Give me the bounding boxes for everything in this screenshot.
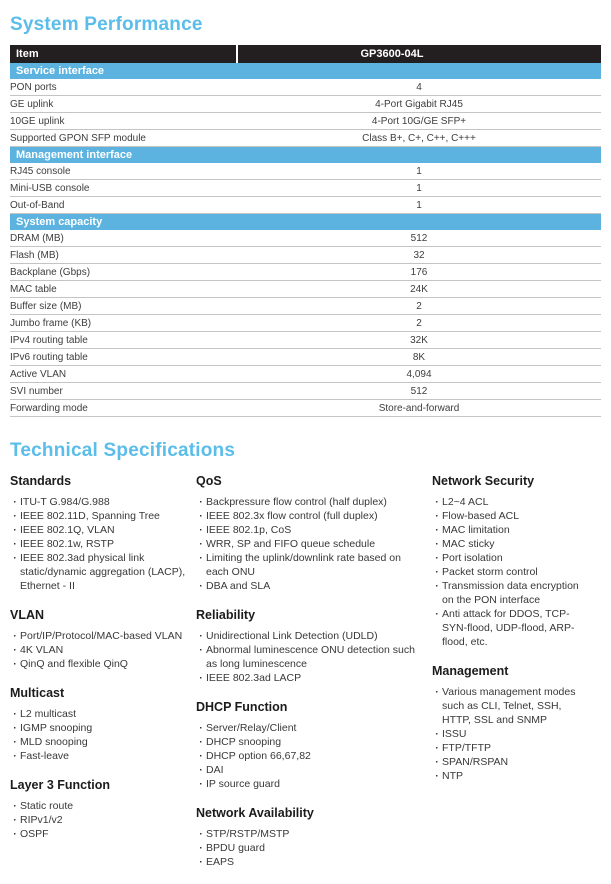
- spec-item-text: IEEE 802.1Q, VLAN: [20, 524, 115, 536]
- bullet-icon: ·: [199, 580, 203, 592]
- bullet-icon: ·: [435, 496, 439, 508]
- spec-item-text: SPAN/RSPAN: [442, 756, 509, 768]
- value-cell: 512: [237, 383, 601, 400]
- spec-item: [196, 523, 432, 537]
- value-cell: 24K: [237, 281, 601, 298]
- spec-item-text: IEEE 802.3x flow control (full duplex): [206, 510, 378, 522]
- spec-item-text: ITU-T G.984/G.988: [20, 496, 110, 508]
- spec-item-text: 4K VLAN: [20, 644, 64, 656]
- spec-list: [196, 629, 432, 685]
- column-header-item: Item: [10, 45, 237, 63]
- bullet-icon: ·: [199, 552, 203, 564]
- item-cell: Backplane (Gbps): [10, 264, 237, 281]
- spec-item-text: MAC limitation: [442, 524, 510, 536]
- item-cell: Supported GPON SFP module: [10, 130, 237, 147]
- spec-item: [432, 537, 601, 551]
- spec-item: [10, 629, 196, 643]
- spec-item: [432, 755, 601, 769]
- item-cell: Jumbo frame (KB): [10, 315, 237, 332]
- table-row: [10, 163, 601, 180]
- table-row: [10, 96, 601, 113]
- spec-item: [10, 657, 196, 671]
- bullet-icon: ·: [199, 842, 203, 854]
- table-row: [10, 230, 601, 247]
- spec-item: [196, 763, 432, 777]
- spec-block: [432, 664, 601, 783]
- value-cell: 8K: [237, 349, 601, 366]
- bullet-icon: ·: [13, 552, 17, 564]
- page-title-system-performance: System Performance: [10, 14, 203, 35]
- spec-table-body: [10, 63, 601, 417]
- spec-block: [432, 474, 601, 649]
- spec-list: [196, 495, 432, 593]
- table-row: [10, 400, 601, 417]
- spec-item: [10, 721, 196, 735]
- spec-item-text: Server/Relay/Client: [206, 722, 297, 734]
- item-cell: Buffer size (MB): [10, 298, 237, 315]
- bullet-icon: ·: [435, 510, 439, 522]
- item-cell: 10GE uplink: [10, 113, 237, 130]
- spec-item-text: MAC sticky: [442, 538, 495, 550]
- spec-item: [10, 799, 196, 813]
- value-cell: 1: [237, 180, 601, 197]
- item-cell: Out-of-Band: [10, 197, 237, 214]
- value-cell: 32K: [237, 332, 601, 349]
- bullet-icon: ·: [13, 496, 17, 508]
- bullet-icon: ·: [13, 814, 17, 826]
- bullet-icon: ·: [435, 552, 439, 564]
- bullet-icon: ·: [199, 538, 203, 550]
- spec-item-text: Port/IP/Protocol/MAC-based VLAN: [20, 630, 183, 642]
- spec-block: [10, 778, 196, 841]
- item-cell: GE uplink: [10, 96, 237, 113]
- spec-item-text: Transmission data encryption on the PON interface: [442, 580, 579, 606]
- spec-block: [10, 686, 196, 763]
- spec-item: [10, 537, 196, 551]
- spec-item-text: Port isolation: [442, 552, 503, 564]
- spec-item: [432, 565, 601, 579]
- bullet-icon: ·: [13, 708, 17, 720]
- bullet-icon: ·: [13, 630, 17, 642]
- spec-heading: Layer 3 Function: [10, 778, 111, 792]
- item-cell: MAC table: [10, 281, 237, 298]
- spec-block: [196, 700, 432, 791]
- spec-heading: Multicast: [10, 686, 65, 700]
- spec-item-text: MLD snooping: [20, 736, 88, 748]
- table-row: [10, 315, 601, 332]
- spec-item-text: Abnormal luminescence ONU detection such as long luminescence: [206, 644, 415, 670]
- value-cell: 176: [237, 264, 601, 281]
- spec-item-text: RIPv1/v2: [20, 814, 63, 826]
- spec-item-text: L2 multicast: [20, 708, 77, 720]
- value-cell: 512: [237, 230, 601, 247]
- value-cell: 1: [237, 197, 601, 214]
- bullet-icon: ·: [13, 538, 17, 550]
- spec-item-text: QinQ and flexible QinQ: [20, 658, 128, 670]
- value-cell: Class B+, C+, C++, C+++: [237, 130, 601, 147]
- spec-list: [196, 827, 432, 869]
- bullet-icon: ·: [13, 800, 17, 812]
- spec-list: [432, 495, 601, 649]
- column-header-model: GP3600-04L: [237, 45, 601, 63]
- spec-item-text: WRR, SP and FIFO queue schedule: [206, 538, 376, 550]
- item-cell: Active VLAN: [10, 366, 237, 383]
- spec-heading: QoS: [196, 474, 222, 488]
- spec-item-text: Fast-leave: [20, 750, 70, 762]
- item-cell: Flash (MB): [10, 247, 237, 264]
- item-cell: RJ45 console: [10, 163, 237, 180]
- spec-item: [10, 749, 196, 763]
- spec-item: [432, 685, 601, 727]
- spec-item-text: Static route: [20, 800, 74, 812]
- spec-item-text: BPDU guard: [206, 842, 265, 854]
- spec-item: [196, 841, 432, 855]
- spec-item: [432, 509, 601, 523]
- bullet-icon: ·: [435, 524, 439, 536]
- spec-heading: Reliability: [196, 608, 256, 622]
- bullet-icon: ·: [435, 580, 439, 592]
- spec-columns: [10, 474, 601, 884]
- bullet-icon: ·: [435, 756, 439, 768]
- spec-item-text: FTP/TFTP: [442, 742, 491, 754]
- spec-item: [432, 523, 601, 537]
- spec-item-text: DHCP option 66,67,82: [206, 750, 311, 762]
- bullet-icon: ·: [199, 630, 203, 642]
- spec-column: [196, 474, 432, 884]
- spec-block: [196, 806, 432, 869]
- item-cell: Mini-USB console: [10, 180, 237, 197]
- section-label: Management interface: [10, 147, 601, 164]
- spec-item: [10, 707, 196, 721]
- spec-item: [432, 769, 601, 783]
- spec-item: [10, 643, 196, 657]
- spec-item-text: Anti attack for DDOS, TCP-SYN-flood, UDP-flood, ARP-flood, etc.: [442, 608, 575, 648]
- spec-item-text: DHCP snooping: [206, 736, 282, 748]
- spec-item: [432, 579, 601, 607]
- spec-item-text: IEEE 802.3ad physical link static/dynamic aggregation (LACP), Ethernet - II: [20, 552, 186, 592]
- spec-item: [196, 827, 432, 841]
- spec-list: [10, 799, 196, 841]
- spec-item: [196, 629, 432, 643]
- spec-item: [196, 777, 432, 791]
- item-cell: IPv4 routing table: [10, 332, 237, 349]
- bullet-icon: ·: [13, 828, 17, 840]
- value-cell: 4,094: [237, 366, 601, 383]
- bullet-icon: ·: [199, 644, 203, 656]
- spec-item-text: OSPF: [20, 828, 49, 840]
- table-row: [10, 383, 601, 400]
- spec-item-text: EAPS: [206, 856, 235, 868]
- page-title-technical-specifications: Technical Specifications: [10, 440, 236, 461]
- bullet-icon: ·: [13, 736, 17, 748]
- spec-item-text: STP/RSTP/MSTP: [206, 828, 290, 840]
- spec-item-text: IEEE 802.3ad LACP: [206, 672, 302, 684]
- spec-item: [10, 827, 196, 841]
- item-cell: IPv6 routing table: [10, 349, 237, 366]
- bullet-icon: ·: [435, 566, 439, 578]
- spec-item: [432, 495, 601, 509]
- bullet-icon: ·: [199, 856, 203, 868]
- spec-item: [432, 607, 601, 649]
- bullet-icon: ·: [435, 770, 439, 782]
- spec-item-text: DAI: [206, 764, 224, 776]
- spec-item-text: NTP: [442, 770, 463, 782]
- spec-item-text: DBA and SLA: [206, 580, 271, 592]
- spec-item: [196, 735, 432, 749]
- spec-item: [196, 495, 432, 509]
- bullet-icon: ·: [199, 828, 203, 840]
- bullet-icon: ·: [13, 722, 17, 734]
- spec-column: [10, 474, 196, 884]
- bullet-icon: ·: [199, 736, 203, 748]
- spec-item: [10, 735, 196, 749]
- spec-item: [10, 495, 196, 509]
- spec-block: [196, 608, 432, 685]
- spec-item-text: Flow-based ACL: [442, 510, 520, 522]
- value-cell: Store-and-forward: [237, 400, 601, 417]
- table-row: [10, 130, 601, 147]
- spec-item: [10, 813, 196, 827]
- spec-item: [196, 551, 432, 579]
- table-row: [10, 197, 601, 214]
- table-row: [10, 79, 601, 96]
- bullet-icon: ·: [199, 778, 203, 790]
- spec-item: [432, 727, 601, 741]
- value-cell: 4-Port 10G/GE SFP+: [237, 113, 601, 130]
- bullet-icon: ·: [435, 686, 439, 698]
- spec-heading: VLAN: [10, 608, 45, 622]
- spec-item: [432, 741, 601, 755]
- spec-item-text: IEEE 802.11D, Spanning Tree: [20, 510, 160, 522]
- bullet-icon: ·: [199, 722, 203, 734]
- spec-item: [10, 509, 196, 523]
- value-cell: 4: [237, 79, 601, 96]
- value-cell: 2: [237, 315, 601, 332]
- spec-item-text: IEEE 802.1p, CoS: [206, 524, 292, 536]
- item-cell: SVI number: [10, 383, 237, 400]
- spec-item: [432, 551, 601, 565]
- bullet-icon: ·: [199, 750, 203, 762]
- bullet-icon: ·: [199, 510, 203, 522]
- value-cell: 1: [237, 163, 601, 180]
- table-section-row: [10, 63, 601, 79]
- spec-item-text: IP source guard: [206, 778, 280, 790]
- item-cell: DRAM (MB): [10, 230, 237, 247]
- table-row: [10, 247, 601, 264]
- spec-item: [196, 855, 432, 869]
- bullet-icon: ·: [435, 538, 439, 550]
- bullet-icon: ·: [199, 672, 203, 684]
- table-row: [10, 298, 601, 315]
- table-row: [10, 332, 601, 349]
- spec-block: [10, 608, 196, 671]
- spec-item: [196, 537, 432, 551]
- spec-heading: Network Availability: [196, 806, 314, 820]
- value-cell: 4-Port Gigabit RJ45: [237, 96, 601, 113]
- spec-list: [10, 495, 196, 593]
- table-section-row: [10, 147, 601, 164]
- spec-item-text: ISSU: [442, 728, 467, 740]
- spec-list: [196, 721, 432, 791]
- table-section-row: [10, 214, 601, 231]
- item-cell: Forwarding mode: [10, 400, 237, 417]
- spec-item-text: Various management modes such as CLI, Telnet, SSH, HTTP, SSL and SNMP: [442, 686, 576, 726]
- spec-item: [196, 749, 432, 763]
- table-row: [10, 180, 601, 197]
- bullet-icon: ·: [199, 764, 203, 776]
- bullet-icon: ·: [435, 728, 439, 740]
- spec-item-text: L2~4 ACL: [442, 496, 489, 508]
- value-cell: 2: [237, 298, 601, 315]
- table-row: [10, 113, 601, 130]
- spec-heading: Network Security: [432, 474, 535, 488]
- spec-item: [196, 721, 432, 735]
- section-label: Service interface: [10, 63, 601, 79]
- bullet-icon: ·: [13, 644, 17, 656]
- spec-block: [10, 474, 196, 593]
- value-cell: 32: [237, 247, 601, 264]
- bullet-icon: ·: [13, 524, 17, 536]
- bullet-icon: ·: [13, 510, 17, 522]
- spec-heading: Standards: [10, 474, 72, 488]
- spec-block: [196, 474, 432, 593]
- spec-heading: DHCP Function: [196, 700, 288, 714]
- spec-list: [10, 707, 196, 763]
- spec-item: [10, 523, 196, 537]
- bullet-icon: ·: [199, 524, 203, 536]
- spec-item-text: IEEE 802.1w, RSTP: [20, 538, 114, 550]
- spec-table: [10, 45, 601, 417]
- bullet-icon: ·: [13, 658, 17, 670]
- spec-item: [196, 509, 432, 523]
- bullet-icon: ·: [199, 496, 203, 508]
- spec-heading: Management: [432, 664, 509, 678]
- bullet-icon: ·: [435, 608, 439, 620]
- spec-list: [432, 685, 601, 783]
- spec-item-text: Backpressure flow control (half duplex): [206, 496, 387, 508]
- table-row: [10, 366, 601, 383]
- spec-item-text: Packet storm control: [442, 566, 538, 578]
- spec-item-text: IGMP snooping: [20, 722, 93, 734]
- spec-item: [10, 551, 196, 593]
- spec-list: [10, 629, 196, 671]
- spec-column: [432, 474, 601, 884]
- bullet-icon: ·: [13, 750, 17, 762]
- spec-item-text: Limiting the uplink/downlink rate based on each ONU: [206, 552, 401, 578]
- spec-item: [196, 643, 432, 671]
- table-row: [10, 349, 601, 366]
- bullet-icon: ·: [435, 742, 439, 754]
- table-row: [10, 264, 601, 281]
- section-label: System capacity: [10, 214, 601, 231]
- item-cell: PON ports: [10, 79, 237, 96]
- spec-item: [196, 579, 432, 593]
- table-row: [10, 281, 601, 298]
- spec-item-text: Unidirectional Link Detection (UDLD): [206, 630, 378, 642]
- spec-item: [196, 671, 432, 685]
- table-header-row: [10, 45, 601, 63]
